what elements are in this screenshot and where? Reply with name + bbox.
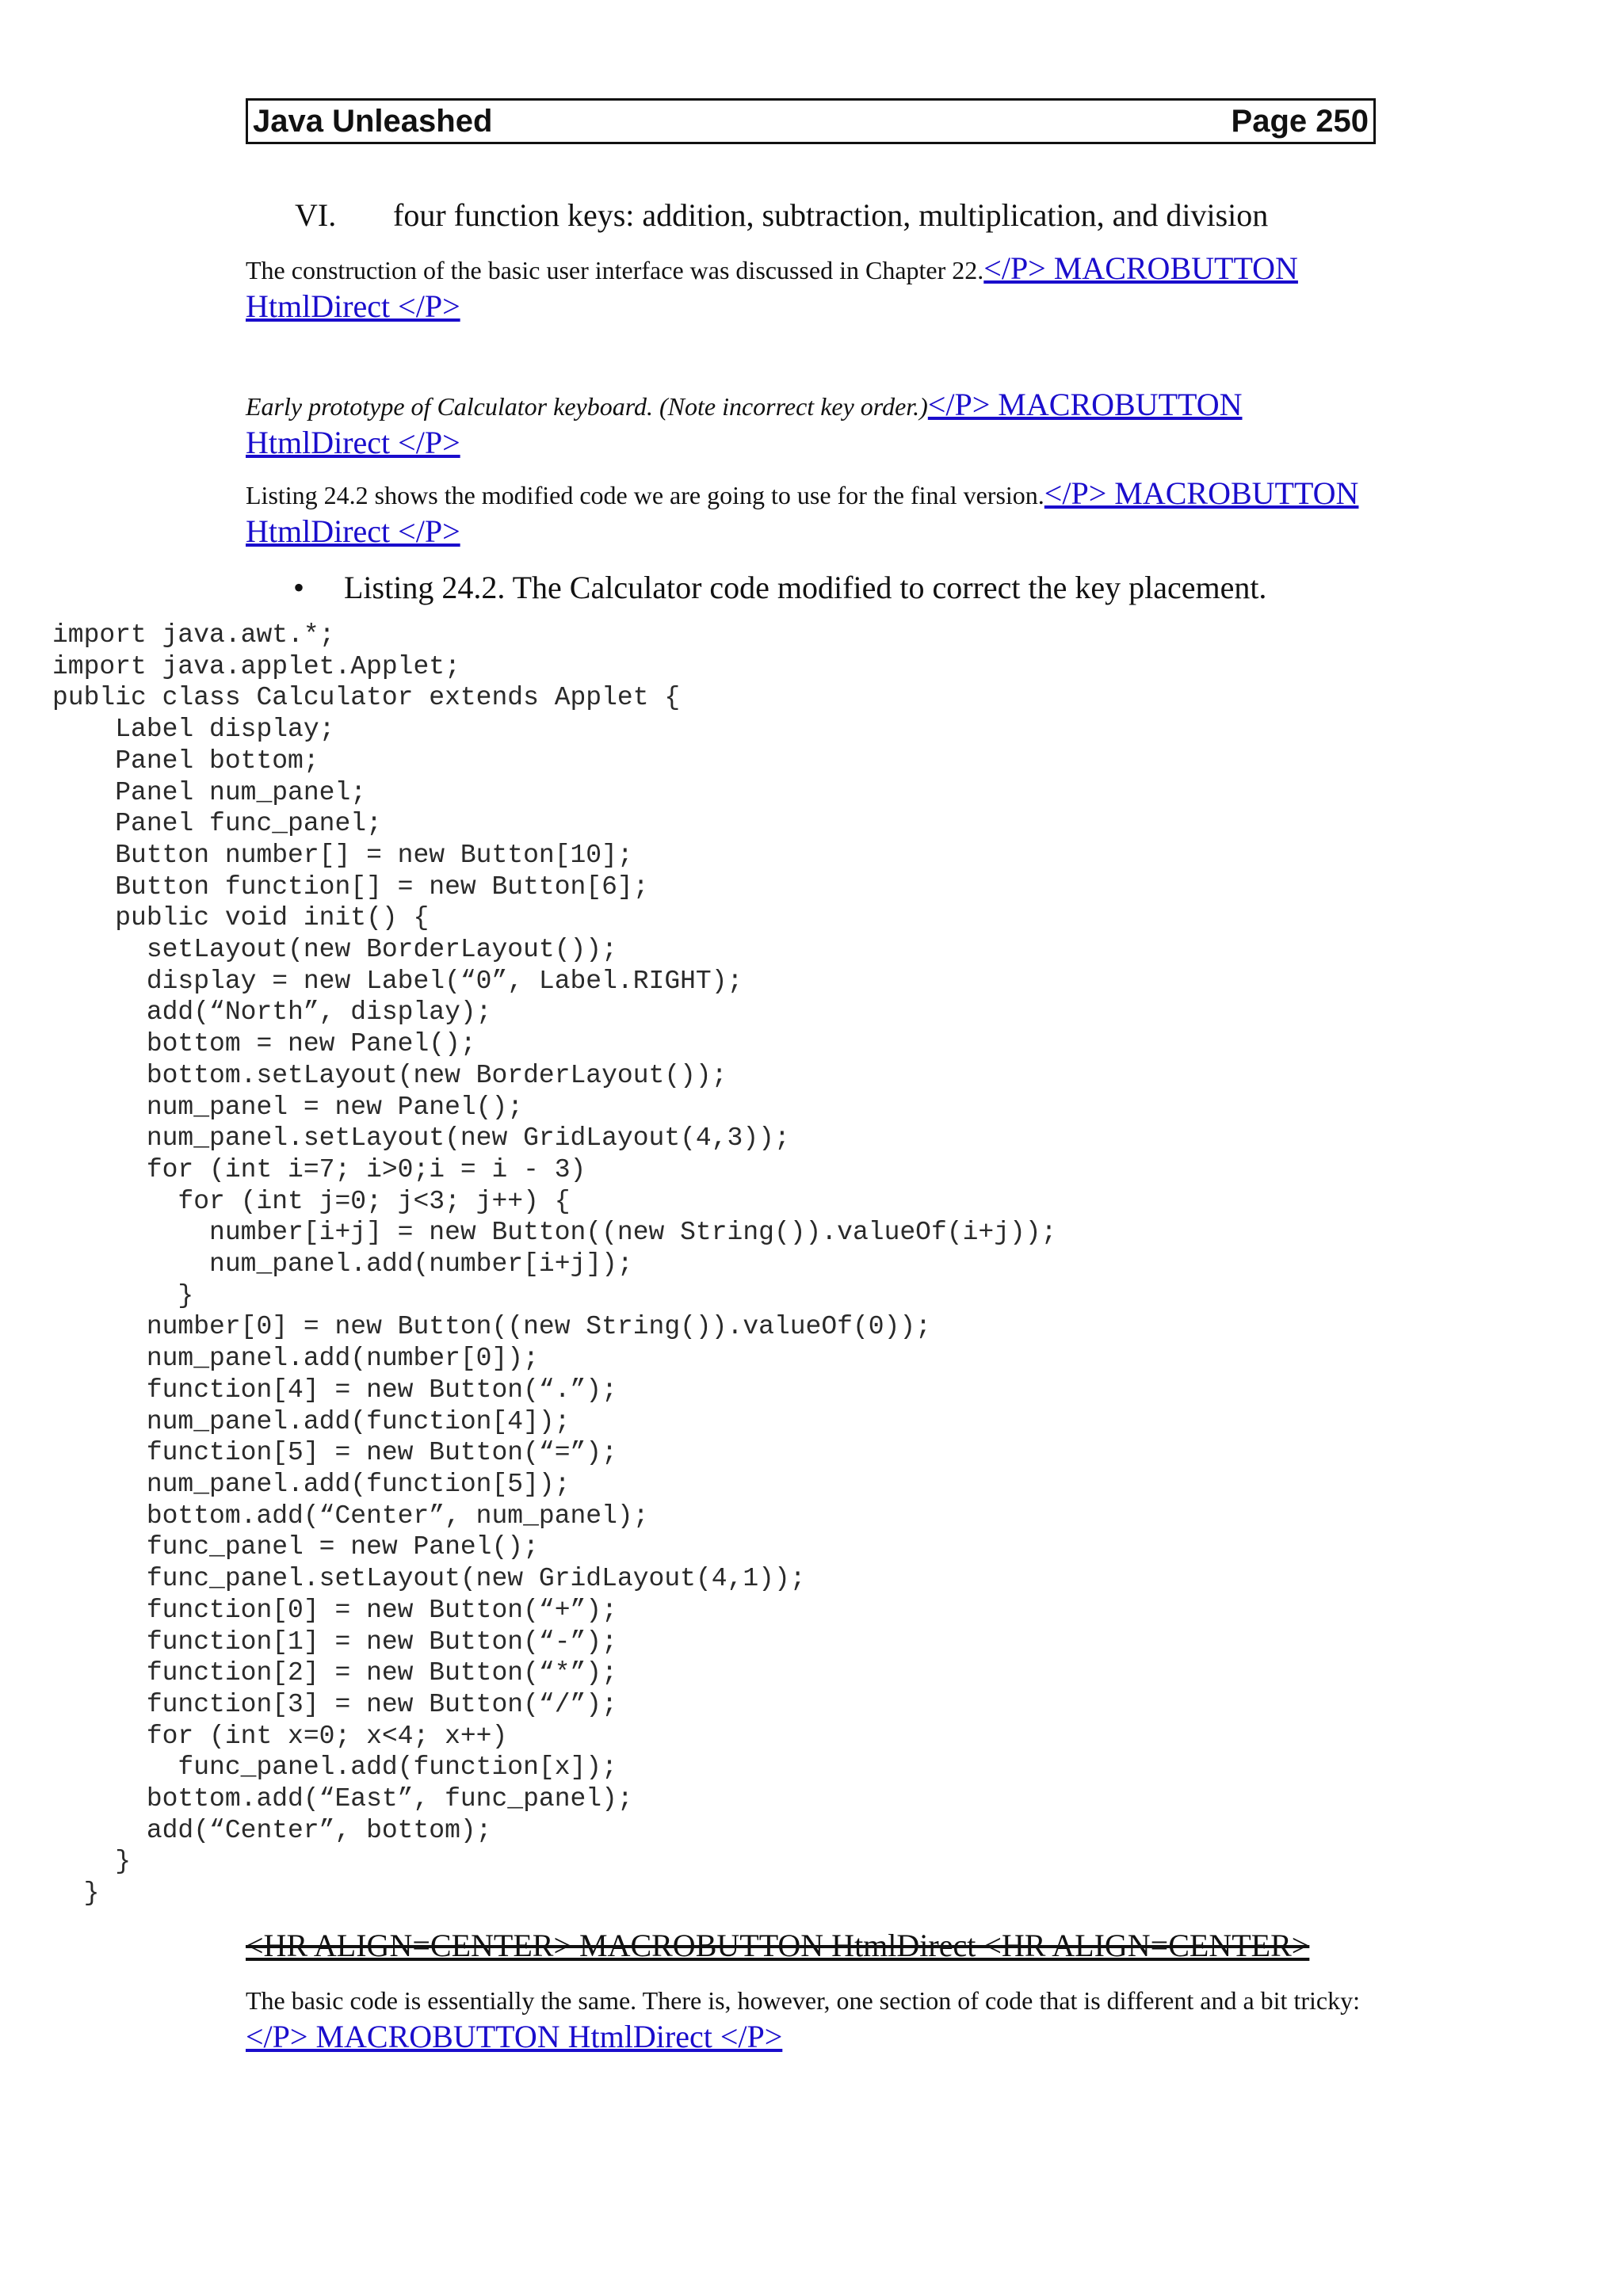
code-line: num_panel.add(number[i+j]); xyxy=(52,1249,633,1280)
code-line: func_panel = new Panel(); xyxy=(52,1532,539,1562)
code-line: Panel num_panel; xyxy=(52,777,367,807)
macrobutton-link[interactable]: </P> MACROBUTTON HtmlDirect </P> xyxy=(246,475,1359,549)
listing-title xyxy=(293,569,1267,607)
function-keys-item xyxy=(295,196,1269,235)
macrobutton-link[interactable]: </P> MACROBUTTON HtmlDirect </P> xyxy=(246,2019,783,2054)
code-line: display = new Label(“0”, Label.RIGHT); xyxy=(52,966,743,996)
code-line: for (int x=0; x<4; x++) xyxy=(52,1721,508,1751)
code-line: function[4] = new Button(“.”); xyxy=(52,1375,617,1405)
code-line: num_panel.add(number[0]); xyxy=(52,1344,539,1374)
page-number: Page 250 xyxy=(1231,104,1369,139)
code-line: num_panel = new Panel(); xyxy=(52,1092,524,1122)
code-line: setLayout(new BorderLayout()); xyxy=(52,935,617,965)
code-line: } xyxy=(52,1280,194,1310)
code-line: Label display; xyxy=(52,715,335,745)
code-line: for (int j=0; j<3; j++) { xyxy=(52,1186,571,1216)
code-line: import java.awt.*; xyxy=(52,620,335,650)
code-line: add(“Center”, bottom); xyxy=(52,1815,492,1845)
code-line: bottom.add(“Center”, num_panel); xyxy=(52,1501,649,1531)
code-line: Button function[] = new Button[6]; xyxy=(52,871,649,902)
code-line: num_panel.add(function[5]); xyxy=(52,1469,571,1499)
code-line: add(“North”, display); xyxy=(52,997,492,1028)
code-line: func_panel.add(function[x]); xyxy=(52,1753,617,1783)
code-line: function[0] = new Button(“+”); xyxy=(52,1595,617,1625)
macrobutton-link[interactable]: </P> MACROBUTTON HtmlDirect </P> xyxy=(246,250,1298,324)
code-line: function[1] = new Button(“-”); xyxy=(52,1627,617,1657)
code-line: import java.applet.Applet; xyxy=(52,651,460,681)
book-title: Java Unleashed xyxy=(253,104,493,139)
bullet-icon: • xyxy=(293,570,305,605)
listing-title-text: Listing 24.2. The Calculator code modified to correct the key placement. xyxy=(344,570,1267,605)
code-line: Panel bottom; xyxy=(52,746,319,776)
code-line: bottom.add(“East”, func_panel); xyxy=(52,1784,633,1814)
hr-markup: <HR ALIGN=CENTER> MACROBUTTON HtmlDirect <HR ALIGN=CENTER> xyxy=(246,1928,1310,1963)
code-line: for (int i=7; i>0;i = i - 3) xyxy=(52,1154,586,1184)
ui-construction-paragraph: The construction of the basic user interface was discussed in Chapter 22.</P> MACROBUTTON HtmlDirect </P> xyxy=(246,250,1298,324)
code-line: Panel func_panel; xyxy=(52,809,382,839)
code-line: bottom.setLayout(new BorderLayout()); xyxy=(52,1060,727,1090)
code-line: public void init() { xyxy=(52,903,430,933)
list-marker: VI. xyxy=(295,197,337,233)
code-line: function[2] = new Button(“*”); xyxy=(52,1658,617,1688)
page-header xyxy=(246,98,1376,144)
listing-intro-paragraph: Listing 24.2 shows the modified code we are going to use for the final version.</P> MACROBUTTON HtmlDirect </P> xyxy=(246,475,1359,549)
list-text: four function keys: addition, subtraction, multiplication, and division xyxy=(393,197,1269,233)
code-line: func_panel.setLayout(new GridLayout(4,1)); xyxy=(52,1564,806,1594)
code-line: number[0] = new Button((new String()).valueOf(0)); xyxy=(52,1312,931,1342)
code-line: bottom = new Panel(); xyxy=(52,1029,476,1059)
code-line: function[5] = new Button(“=”); xyxy=(52,1438,617,1468)
closing-paragraph: The basic code is essentially the same. There is, however, one section of code that is different and a bit tricky:</P> MACROBUTTON HtmlDirect </P> xyxy=(246,1986,1360,2054)
code-line: num_panel.add(function[4]); xyxy=(52,1406,571,1436)
code-line: } xyxy=(52,1847,132,1877)
code-line: num_panel.setLayout(new GridLayout(4,3)); xyxy=(52,1123,790,1154)
code-line: } xyxy=(52,1878,100,1909)
code-line: number[i+j] = new Button((new String()).valueOf(i+j)); xyxy=(52,1218,1057,1248)
macrobutton-link[interactable]: </P> MACROBUTTON HtmlDirect </P> xyxy=(246,387,1243,460)
code-listing xyxy=(52,620,1320,1909)
figure-caption: Early prototype of Calculator keyboard. (Note incorrect key order.)</P> MACROBUTTON HtmlDirect </P> xyxy=(246,387,1243,460)
code-line: Button number[] = new Button[10]; xyxy=(52,840,633,870)
code-line: public class Calculator extends Applet { xyxy=(52,683,681,713)
code-line: function[3] = new Button(“/”); xyxy=(52,1689,617,1719)
